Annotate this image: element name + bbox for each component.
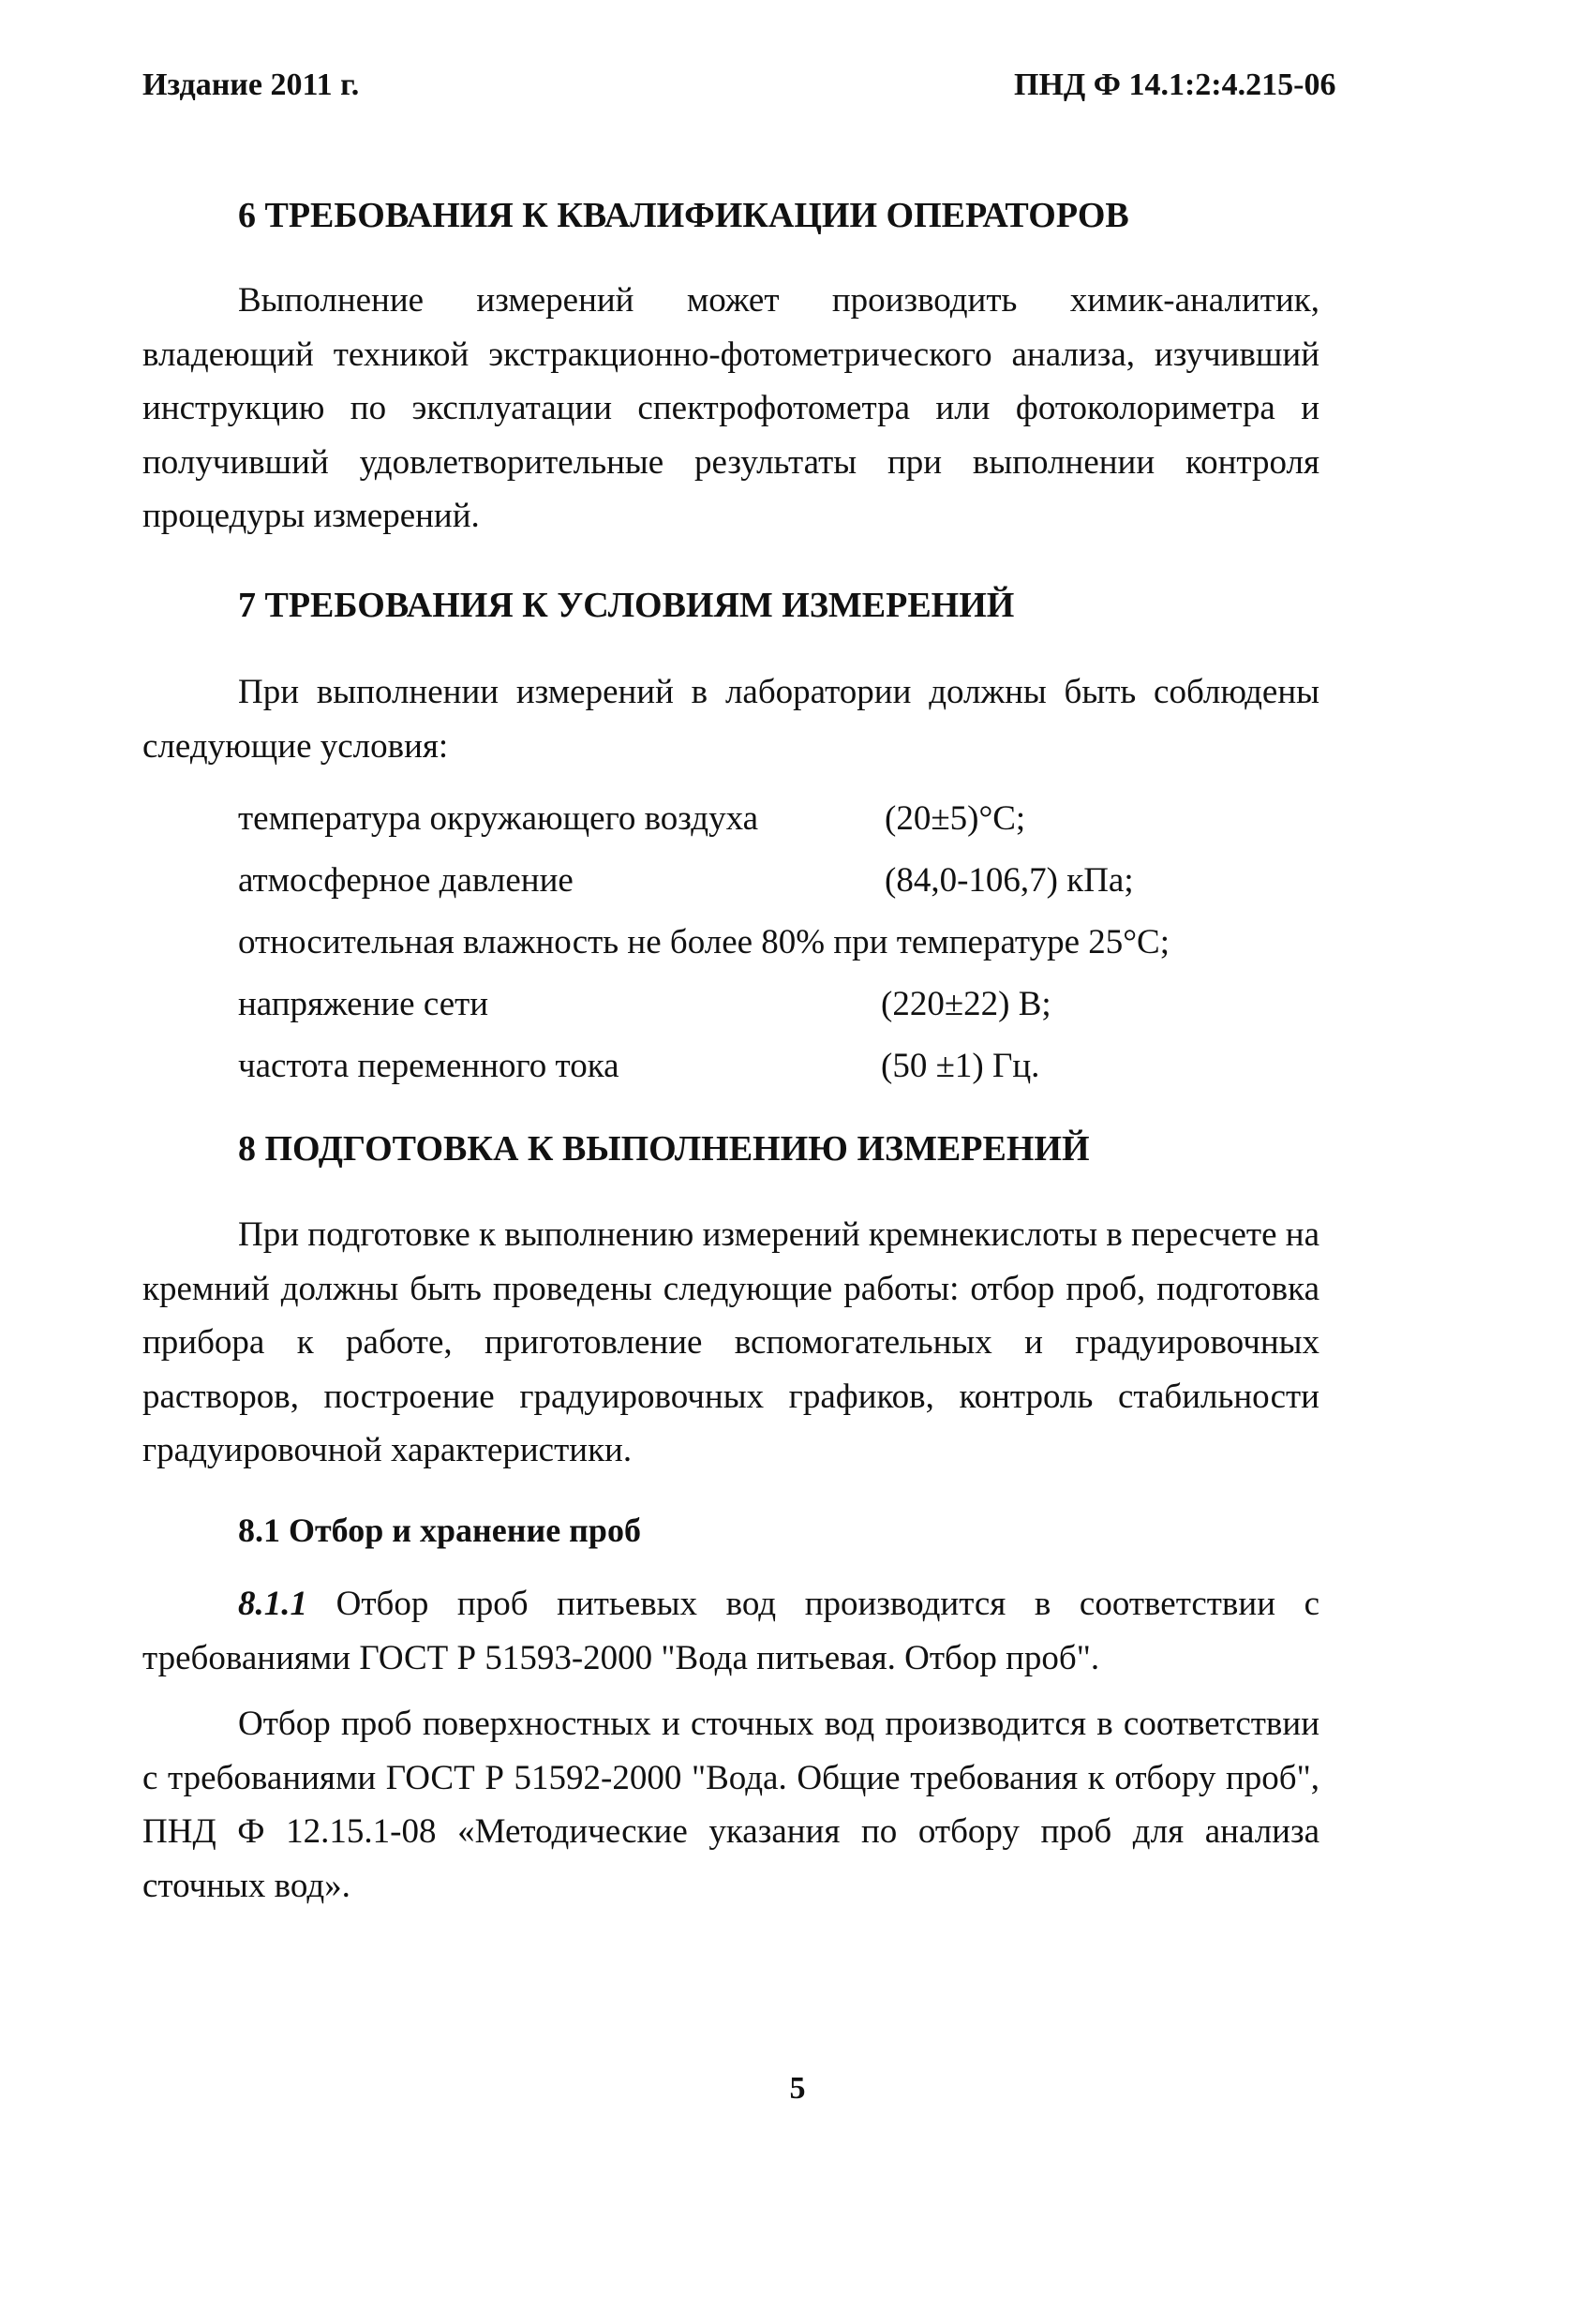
section-6-heading: 6 ТРЕБОВАНИЯ К КВАЛИФИКАЦИИ ОПЕРАТОРОВ [238, 196, 1129, 235]
document-code: ПНД Ф 14.1:2:4.215-06 [1014, 67, 1336, 102]
clause-text: Отбор проб питьевых вод производится в соответствии с требованиями ГОСТ Р 51593-2000 "Вода питьевая. Отбор проб". [142, 1585, 1320, 1677]
subsection-8-1-heading: 8.1 Отбор и хранение проб [238, 1512, 641, 1549]
clause-number: 8.1.1 [238, 1585, 307, 1623]
condition-value: (220±22) В; [881, 985, 1051, 1023]
section-7-intro: При выполнении измерений в лаборатории должны быть соблюдены следующие условия: [142, 673, 1319, 766]
sampling-paragraph: Отбор проб поверхностных и сточных вод производится в соответствии с требованиями ГОСТ Р 51592-2000 "Вода. Общие требования к отбору проб", ПНД Ф 12.15.1-08 «Методические указания по отбору проб для анализа сточных вод». [142, 1705, 1319, 1905]
condition-label: температура окружающего воздуха [238, 799, 759, 838]
condition-label: частота переменного тока [238, 1047, 619, 1085]
section-7-heading: 7 ТРЕБОВАНИЯ К УСЛОВИЯМ ИЗМЕРЕНИЙ [238, 586, 1015, 625]
condition-label: напряжение сети [238, 985, 489, 1023]
section-8-paragraph: При подготовке к выполнению измерений кремнекислоты в пересчете на кремний должны быть проведены следующие работы: отбор проб, подготовка прибора к работе, приготовление вспомогательных и градуировочных растворов, построение градуировочных графиков, контроль стабильности градуировочной характеристики. [142, 1215, 1319, 1469]
condition-value: (50 ±1) Гц. [881, 1047, 1040, 1085]
clause-8-1-1-paragraph [142, 1577, 1319, 1685]
section-8-heading: 8 ПОДГОТОВКА К ВЫПОЛНЕНИЮ ИЗМЕРЕНИЙ [238, 1129, 1090, 1169]
condition-label: атмосферное давление [238, 861, 574, 900]
edition-label: Издание 2011 г. [142, 67, 360, 102]
section-6-paragraph: Выполнение измерений может производить химик-аналитик, владеющий техникой экстракционно-фотометрического анализа, изучивший инструкцию по эксплуатации спектрофотометра или фотоколориметра и получивший удовлетворительные результаты при выполнении контроля процедуры измерений. [142, 281, 1319, 535]
condition-value: (84,0-106,7) кПа; [885, 861, 1134, 900]
condition-label: относительная влажность не более 80% при температуре 25°С; [238, 923, 1170, 961]
condition-value: (20±5)°С; [885, 799, 1026, 838]
page-number: 5 [789, 2071, 806, 2106]
